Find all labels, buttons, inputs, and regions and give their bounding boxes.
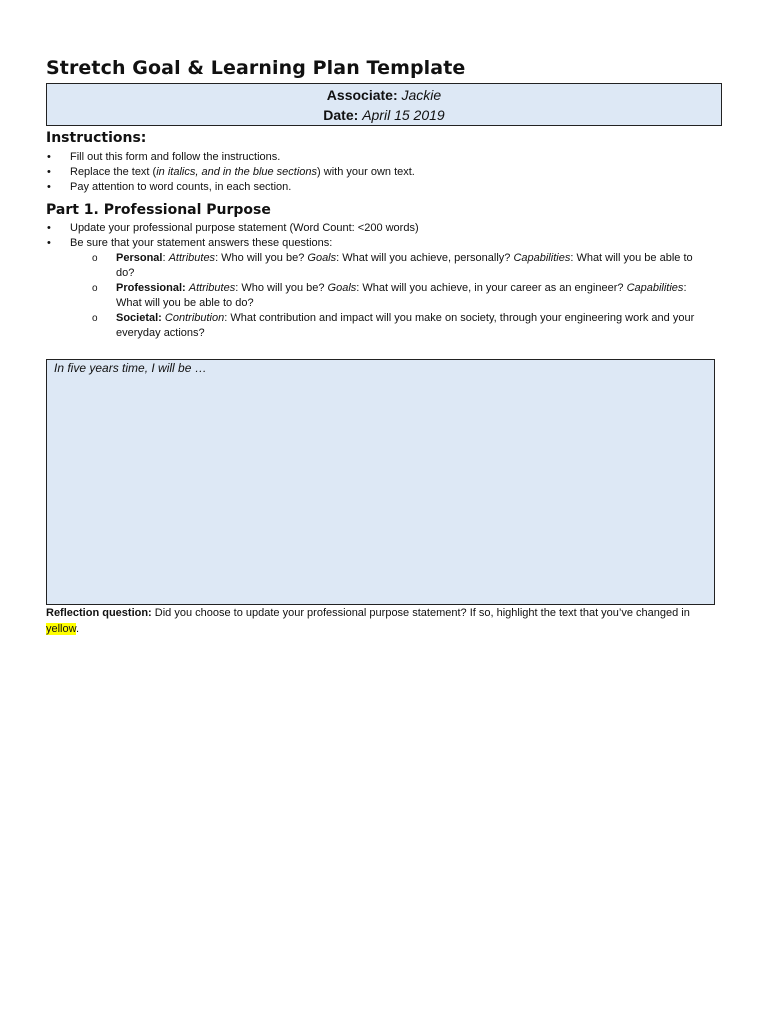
date-value[interactable]: April 15 2019: [362, 106, 445, 123]
part1-heading: Part 1. Professional Purpose: [46, 202, 271, 218]
list-item: • Update your professional purpose statement (Word Count: <200 words): [46, 221, 726, 236]
instructions-heading: Instructions:: [46, 130, 147, 146]
reflection-label: Reflection question:: [46, 607, 152, 619]
associate-value[interactable]: Jackie: [401, 86, 442, 103]
associate-label: Associate:: [326, 86, 398, 103]
associate-date-box[interactable]: [46, 83, 722, 126]
date-line: [323, 105, 444, 125]
professional-purpose-input[interactable]: [46, 359, 715, 605]
questions-sublist: [92, 251, 702, 341]
document-title: Stretch Goal & Learning Plan Template: [46, 57, 466, 79]
part1-list: [46, 221, 726, 341]
sub-item-professional: o Professional: Attributes: Who will you be? Goals: What will you achieve, in your career as an engineer? Capabilities: What will you be able to do?: [92, 281, 702, 311]
instructions-list: [46, 150, 726, 195]
reflection-question: Reflection question: Did you choose to update your professional purpose statement? If so, highlight the text that you’ve changed in yellow.: [46, 607, 690, 635]
associate-line: [327, 85, 441, 105]
list-item: • Replace the text (in italics, and in the blue sections) with your own text.: [46, 165, 726, 180]
list-item: • Be sure that your statement answers these questions: o Personal: Attributes: Who will you be? Goals: What will you achieve, personally? Capabilities: What will you be able to do? o Professional: Attributes: Who will you be? Goals: What will you achieve, in your career as an engineer? Capabilities: What will you be able to do? o Societal: Contribution: What contribution and impact will you make on society, through your engineering work and your everyday actions?: [46, 236, 726, 341]
sub-item-personal: o Personal: Attributes: Who will you be? Goals: What will you achieve, personally? Capabilities: What will you be able to do?: [92, 251, 702, 281]
highlight-word: yellow: [46, 623, 76, 635]
list-item: • Pay attention to word counts, in each section.: [46, 180, 726, 195]
list-item: • Fill out this form and follow the instructions.: [46, 150, 726, 165]
sub-item-societal: o Societal: Contribution: What contribution and impact will you make on society, through your engineering work and your everyday actions?: [92, 311, 702, 341]
date-label: Date:: [323, 106, 359, 123]
answer-prompt: In five years time, I will be …: [54, 361, 207, 375]
